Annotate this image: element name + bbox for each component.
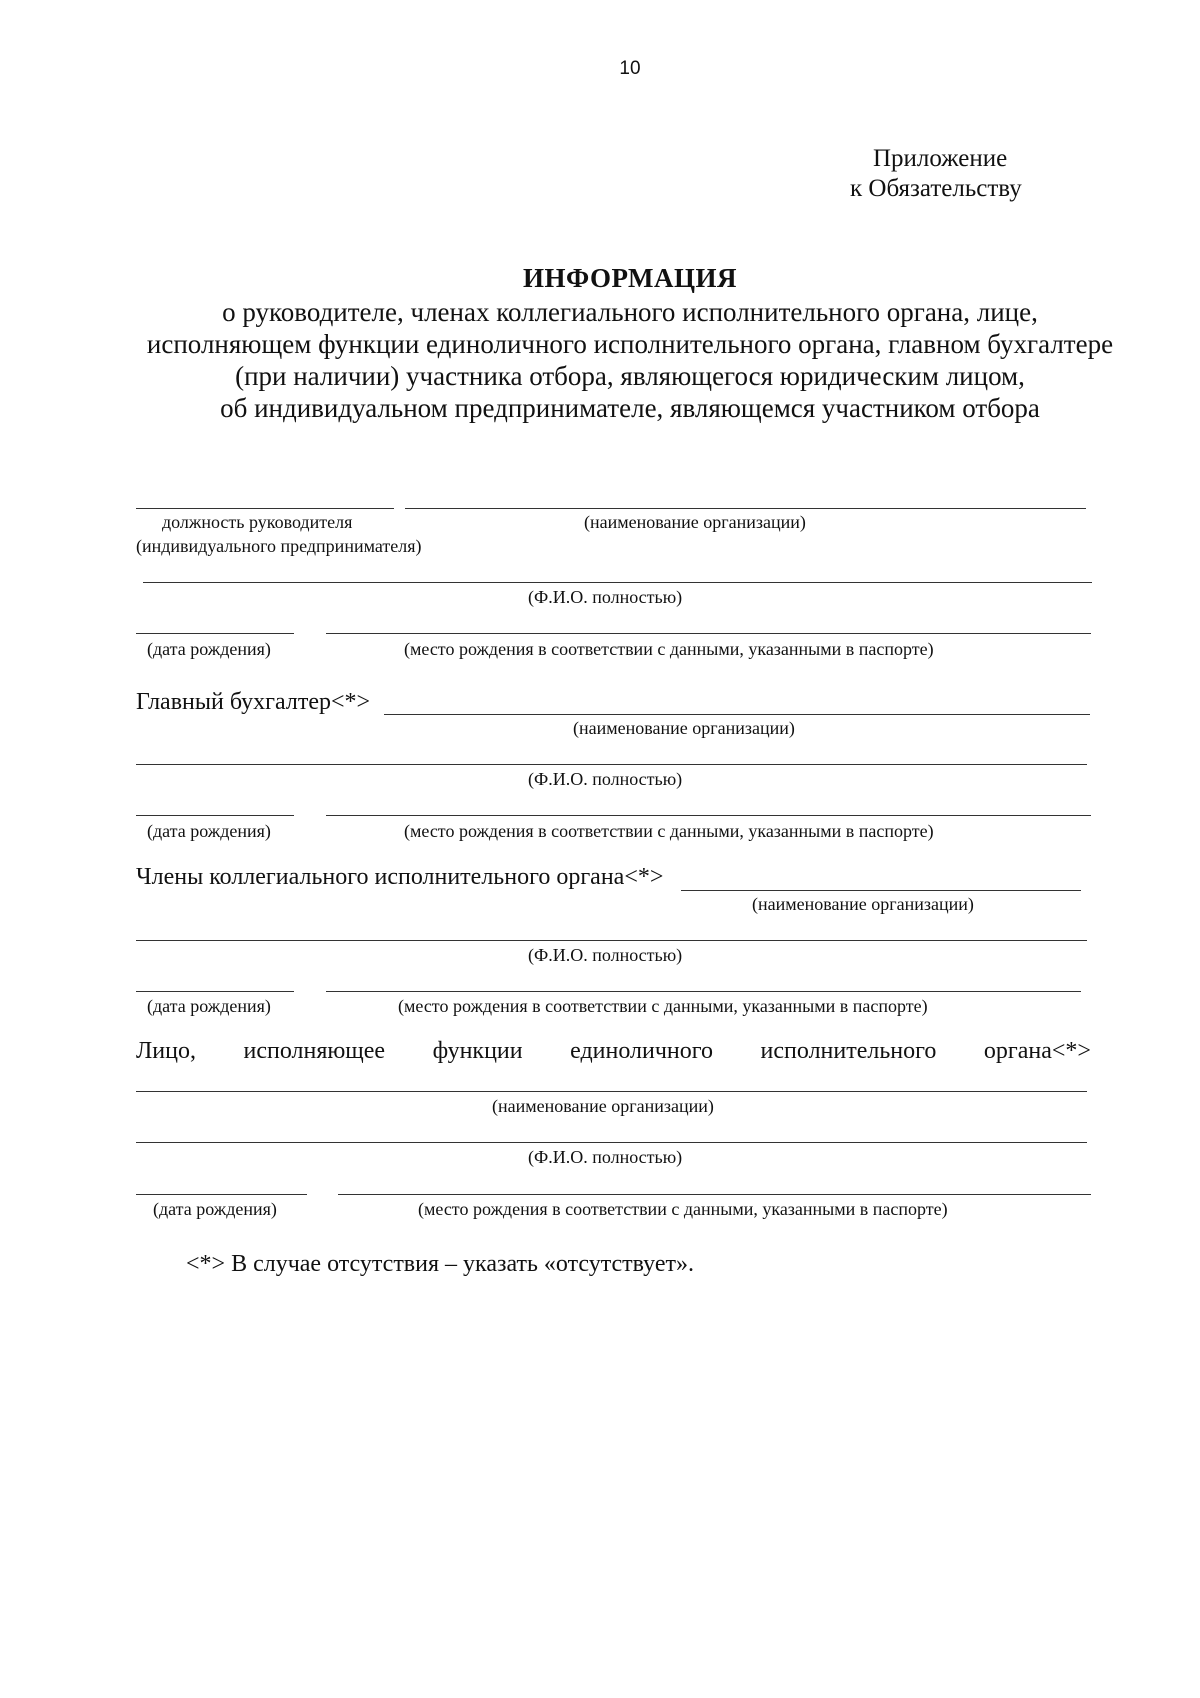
- head-fio-field[interactable]: [143, 582, 1092, 583]
- subtitle-line-2: исполняющем функции единоличного исполнительного органа, главном бухгалтере: [146, 329, 1114, 359]
- subtitle-line-1: о руководителе, членах коллегиального исполнительного органа, лице,: [222, 297, 1038, 327]
- subtitle-line-3: (при наличии) участника отбора, являющегося юридическим лицом,: [235, 361, 1025, 391]
- accountant-birth-place-caption: (место рождения в соответствии с данными, указанными в паспорте): [404, 821, 934, 841]
- head-org-caption: (наименование организации): [584, 512, 806, 532]
- head-birth-place-field[interactable]: [326, 633, 1091, 634]
- accountant-birth-place-field[interactable]: [326, 815, 1091, 816]
- sole-fio-caption: (Ф.И.О. полностью): [528, 1147, 683, 1167]
- position-caption-1: должность руководителя: [162, 512, 353, 532]
- accountant-fio-caption: (Ф.И.О. полностью): [528, 769, 683, 789]
- document-title: ИНФОРМАЦИЯ: [523, 263, 737, 293]
- head-org-field[interactable]: [405, 508, 1086, 509]
- sole-org-caption: (наименование организации): [492, 1096, 714, 1116]
- collegial-org-caption: (наименование организации): [752, 894, 974, 914]
- sole-org-field[interactable]: [136, 1091, 1087, 1092]
- sole-executive-label: [136, 1038, 1091, 1065]
- page-number: 10: [619, 58, 641, 79]
- sole-label-word-6: органа<*>: [983, 1038, 1091, 1064]
- sole-label-word-3: функции: [432, 1038, 523, 1064]
- accountant-label: Главный бухгалтер<*>: [136, 689, 371, 715]
- collegial-label: Члены коллегиального исполнительного органа<*>: [136, 864, 664, 890]
- head-birth-date-caption: (дата рождения): [147, 639, 271, 659]
- sole-birth-place-caption: (место рождения в соответствии с данными, указанными в паспорте): [418, 1199, 948, 1219]
- subtitle-line-4: об индивидуальном предпринимателе, являющемся участником отбора: [220, 393, 1040, 423]
- sole-label-word-4: единоличного: [570, 1038, 714, 1064]
- collegial-birth-date-caption: (дата рождения): [147, 996, 271, 1016]
- accountant-fio-field[interactable]: [136, 764, 1087, 765]
- accountant-org-field[interactable]: [384, 714, 1090, 715]
- appendix-line-1: Приложение: [873, 145, 1008, 172]
- accountant-birth-date-field[interactable]: [136, 815, 294, 816]
- collegial-fio-field[interactable]: [136, 940, 1087, 941]
- sole-birth-date-caption: (дата рождения): [153, 1199, 277, 1219]
- collegial-fio-caption: (Ф.И.О. полностью): [528, 945, 683, 965]
- collegial-birth-place-field[interactable]: [326, 991, 1081, 992]
- accountant-birth-date-caption: (дата рождения): [147, 821, 271, 841]
- collegial-org-field[interactable]: [681, 890, 1081, 891]
- head-birth-place-caption: (место рождения в соответствии с данными, указанными в паспорте): [404, 639, 934, 659]
- position-caption-2: (индивидуального предпринимателя): [136, 536, 422, 556]
- head-birth-date-field[interactable]: [136, 633, 294, 634]
- sole-label-word-2: исполняющее: [243, 1038, 386, 1064]
- collegial-birth-place-caption: (место рождения в соответствии с данными, указанными в паспорте): [398, 996, 928, 1016]
- appendix-line-2: к Обязательству: [850, 175, 1022, 202]
- position-field[interactable]: [136, 508, 394, 509]
- document-subtitle: [100, 296, 1160, 424]
- sole-fio-field[interactable]: [136, 1142, 1087, 1143]
- sole-birth-place-field[interactable]: [338, 1194, 1091, 1195]
- head-fio-caption: (Ф.И.О. полностью): [528, 587, 683, 607]
- accountant-org-caption: (наименование организации): [573, 718, 795, 738]
- footnote: <*> В случае отсутствия – указать «отсутствует».: [186, 1251, 694, 1277]
- collegial-birth-date-field[interactable]: [136, 991, 294, 992]
- sole-label-word-1: Лицо,: [136, 1038, 196, 1064]
- sole-birth-date-field[interactable]: [136, 1194, 307, 1195]
- sole-label-word-5: исполнительного: [760, 1038, 937, 1064]
